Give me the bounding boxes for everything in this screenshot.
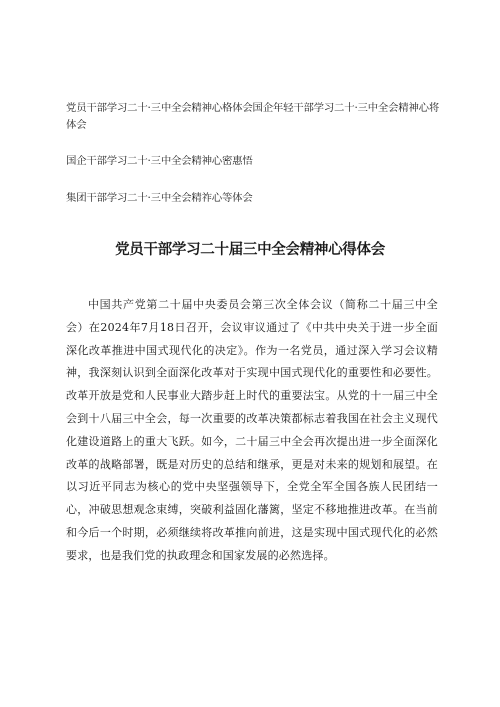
body-paragraph: 中国共产党第二十届中央委员会第三次全体会议（简称二十届三中全会）在2024年7月18日召开，会议审议通过了《中共中央关于进一步全面深化改革推进中国式现代化的决定》。作为一名党员，通过深入学习会议精神，我深刻认识到全面深化改革对于实现中国式现代化的重要性和必要性。改革开放是党和人民事业大踏步赶上时代的重要法宝。从党的十一届三中全会到十八届三中全会，每一次重要的改革决策都标志着我国在社会主义现代化建设道路上的重大飞跃。如今，二十届三中全会再次提出进一步全面深化改革的战略部署，既是对历史的总结和继承，更是对未来的规划和展望。在以习近平同志为核心的党中央坚强领导下，全党全军全国各族人民团结一心，冲破思想观念束缚，突破利益固化藩篱，坚定不移地推进改革。在当前和今后一个时期，必须继续将改革推向前进，这是实现中国式现代化的必然要求，也是我们党的执政理念和国家发展的必然选择。 bbox=[66, 298, 438, 562]
document-title: 党员干部学习二十届三中全会精神心得体会 bbox=[115, 242, 385, 258]
toc-item-2: 国企干部学习二十·三中全会精神心密惠悟 bbox=[66, 155, 253, 167]
toc-item-3: 集团干部学习二十·三中全会精祚心等体会 bbox=[66, 192, 253, 204]
toc-item-1: 党员干部学习二十·三中全会精神心格体会国企年轻干部学习二十·三中全会精神心将体会 bbox=[66, 102, 440, 131]
